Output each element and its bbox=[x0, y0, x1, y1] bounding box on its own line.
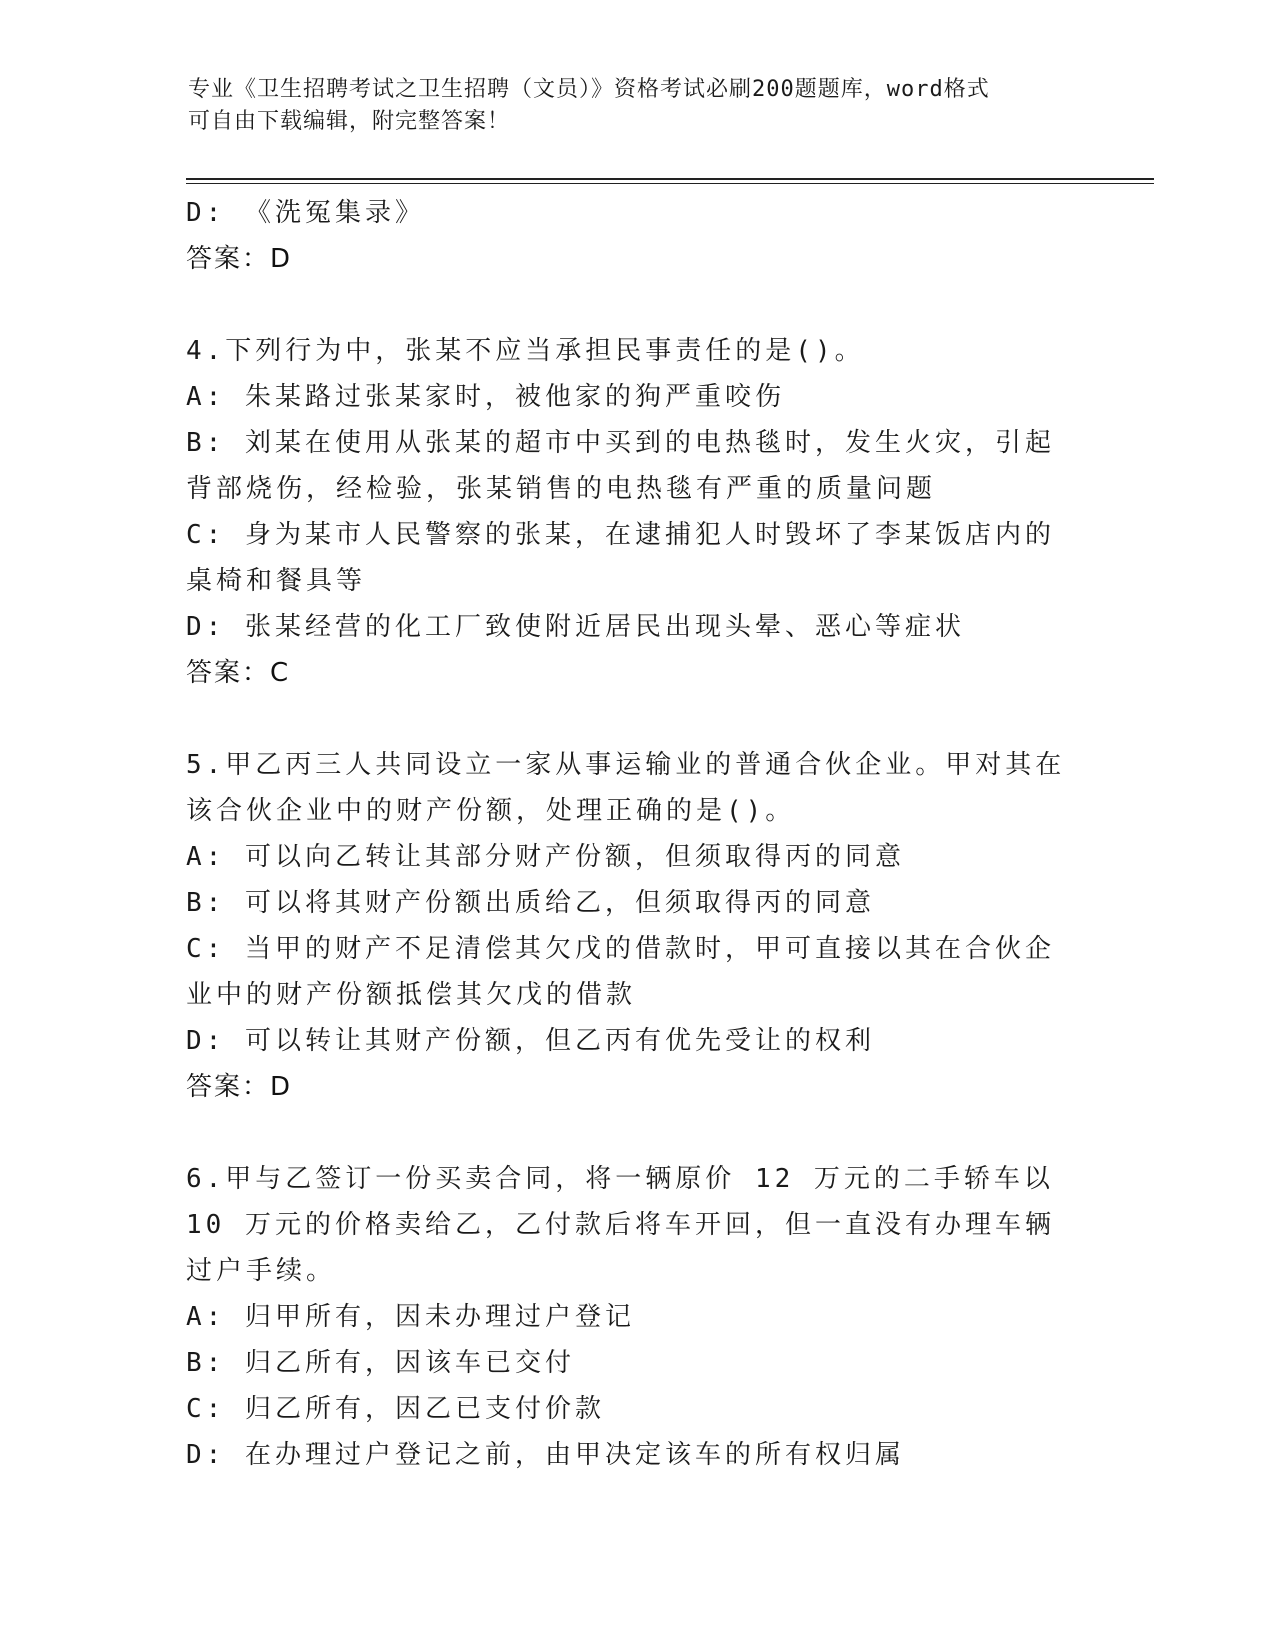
option-b: B: 可以将其财产份额出质给乙，但须取得丙的同意 bbox=[186, 888, 875, 918]
question-stem: 6.甲与乙签订一份买卖合同，将一辆原价 12 万元的二手轿车以 10 万元的价格卖给乙，乙付款后将车开回，但一直没有办理车辆过户手续。 bbox=[186, 1164, 1055, 1286]
header-rule-thick bbox=[186, 178, 1154, 180]
option-b: B: 归乙所有，因该车已交付 bbox=[186, 1348, 575, 1378]
option-c: C: 身为某市人民警察的张某，在逮捕犯人时毁坏了李某饭店内的桌椅和餐具等 bbox=[186, 520, 1055, 596]
question-4 bbox=[186, 328, 1076, 696]
header-rule-thin bbox=[186, 183, 1154, 184]
answer-line: 答案：C bbox=[186, 658, 291, 688]
option-d: D: 在办理过户登记之前，由甲决定该车的所有权归属 bbox=[186, 1440, 905, 1470]
option-b: B: 刘某在使用从张某的超市中买到的电热毯时，发生火灾，引起背部烧伤，经检验，张某销售的电热毯有严重的质量问题 bbox=[186, 428, 1055, 504]
question-5 bbox=[186, 742, 1076, 1110]
option-a: A: 归甲所有，因未办理过户登记 bbox=[186, 1302, 635, 1332]
question-3-tail bbox=[186, 190, 1076, 282]
option-d: D: 《洗冤集录》 bbox=[186, 198, 425, 228]
option-a: A: 朱某路过张某家时，被他家的狗严重咬伤 bbox=[186, 382, 785, 412]
question-stem: 4.下列行为中，张某不应当承担民事责任的是()。 bbox=[186, 336, 865, 366]
document-header bbox=[188, 74, 1068, 138]
header-line-1: 专业《卫生招聘考试之卫生招聘（文员）》资格考试必刷200题题库，word格式 bbox=[188, 77, 990, 102]
option-d: D: 可以转让其财产份额，但乙丙有优先受让的权利 bbox=[186, 1026, 875, 1056]
option-d: D: 张某经营的化工厂致使附近居民出现头晕、恶心等症状 bbox=[186, 612, 965, 642]
question-content bbox=[186, 190, 1076, 1478]
question-stem: 5.甲乙丙三人共同设立一家从事运输业的普通合伙企业。甲对其在该合伙企业中的财产份额，处理正确的是()。 bbox=[186, 750, 1066, 826]
header-line-2: 可自由下载编辑，附完整答案！ bbox=[188, 109, 511, 134]
option-c: C: 当甲的财产不足清偿其欠戊的借款时，甲可直接以其在合伙企业中的财产份额抵偿其欠戊的借款 bbox=[186, 934, 1055, 1010]
option-a: A: 可以向乙转让其部分财产份额，但须取得丙的同意 bbox=[186, 842, 905, 872]
question-6 bbox=[186, 1156, 1076, 1478]
answer-line: 答案：D bbox=[186, 1072, 293, 1102]
option-c: C: 归乙所有，因乙已支付价款 bbox=[186, 1394, 605, 1424]
answer-line: 答案：D bbox=[186, 244, 293, 274]
